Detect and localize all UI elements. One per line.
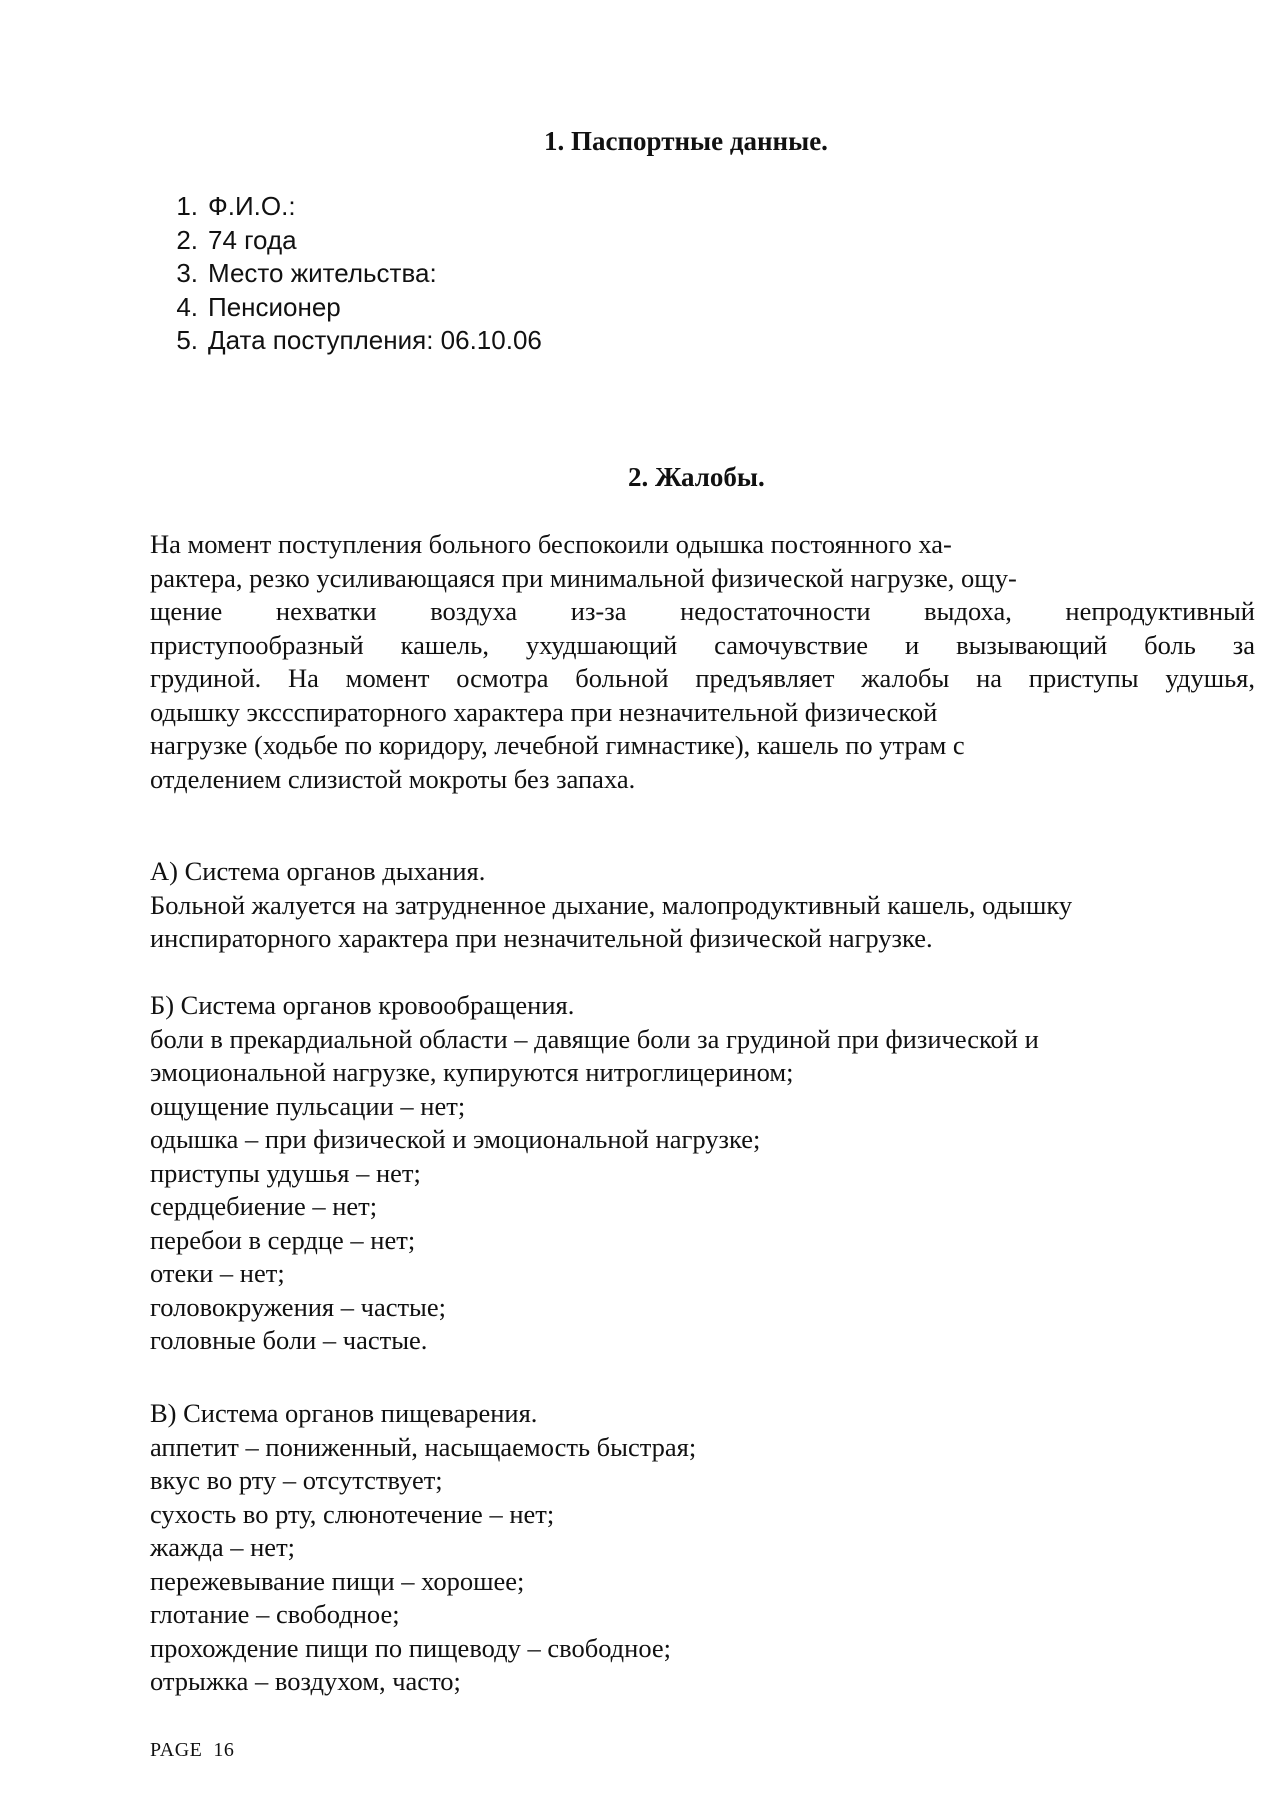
list-item-text: Ф.И.О.:	[208, 191, 296, 221]
page-number: 16	[213, 1739, 235, 1761]
list-item	[150, 257, 542, 291]
subsection-title: Б) Система органов кровообращения.	[150, 990, 575, 1020]
section-1-title: 1. Паспортные данные.	[544, 126, 828, 156]
text-line: жажда – нет;	[150, 1532, 296, 1562]
text-line: боли в прекардиальной области – давящие боли за грудиной при физической и	[150, 1023, 1039, 1054]
list-item-number: 2.	[176, 224, 198, 255]
text-line: сухость во рту, слюнотечение – нет;	[150, 1498, 555, 1529]
list-item-text: Пенсионер	[208, 291, 341, 322]
list-item	[150, 324, 542, 358]
text-line: эмоциональной нагрузке, купируются нитроглицерином;	[150, 1057, 794, 1087]
list-item-number: 5.	[176, 325, 198, 355]
text-line: Больной жалуется на затрудненное дыхание, малопродуктивный кашель, одышку	[150, 889, 1073, 920]
list-item-number: 3.	[176, 258, 198, 288]
circulatory-system-block	[150, 989, 1039, 1358]
list-item	[150, 224, 542, 258]
paragraph-line: одышку экссспираторного характера при незначительной физической	[150, 696, 938, 727]
section-2-title: 2. Жалобы.	[628, 462, 765, 492]
list-item-number: 1.	[176, 191, 198, 221]
text-line: пережевывание пищи – хорошее;	[150, 1565, 525, 1596]
text-line: одышка – при физической и эмоциональной нагрузке;	[150, 1124, 761, 1154]
list-item-text: 74 года	[208, 224, 297, 255]
text-line: глотание – свободное;	[150, 1599, 400, 1629]
passport-data-list	[150, 190, 542, 358]
text-line: приступы удушья – нет;	[150, 1157, 421, 1188]
text-line: ощущение пульсации – нет;	[150, 1090, 466, 1121]
paragraph-line: приступообразный кашель, ухудшающий самочувствие и вызывающий боль за	[150, 629, 1255, 660]
subsection-title: В) Система органов пищеварения.	[150, 1398, 538, 1428]
list-item-number: 4.	[176, 291, 198, 322]
paragraph-line: отделением слизистой мокроты без запаха.	[150, 763, 636, 794]
text-line: прохождение пищи по пищеводу – свободное;	[150, 1632, 672, 1663]
page-footer	[150, 1738, 234, 1762]
page-label: PAGE	[150, 1739, 203, 1761]
text-line: аппетит – пониженный, насыщаемость быстрая;	[150, 1431, 697, 1462]
text-line: головокружения – частые;	[150, 1291, 446, 1322]
list-item-text: Место жительства:	[208, 258, 437, 288]
text-line: сердцебиение – нет;	[150, 1191, 378, 1221]
text-line: перебои в сердце – нет;	[150, 1224, 416, 1255]
text-line: головные боли – частые.	[150, 1325, 428, 1355]
paragraph-line: На момент поступления больного беспокоили одышка постоянного ха-	[150, 529, 952, 559]
subsection-title: А) Система органов дыхания.	[150, 856, 486, 886]
list-item	[150, 291, 542, 325]
list-item	[150, 190, 542, 224]
paragraph-line: рактера, резко усиливающаяся при минимальной физической нагрузке, ощу-	[150, 562, 1017, 593]
text-line: инспираторного характера при незначительной физической нагрузке.	[150, 923, 933, 953]
text-line: отрыжка – воздухом, часто;	[150, 1666, 461, 1696]
paragraph-line: щение нехватки воздуха из-за недостаточности выдоха, непродуктивный	[150, 596, 1255, 626]
respiratory-system-block	[150, 855, 1072, 956]
complaints-paragraph	[150, 528, 1255, 796]
paragraph-line: грудиной. На момент осмотра больной предъявляет жалобы на приступы удушья,	[150, 663, 1255, 693]
paragraph-line: нагрузке (ходьбе по коридору, лечебной гимнастике), кашель по утрам с	[150, 730, 965, 760]
text-line: отеки – нет;	[150, 1258, 285, 1288]
text-line: вкус во рту – отсутствует;	[150, 1465, 443, 1495]
list-item-text: Дата поступления: 06.10.06	[208, 325, 542, 355]
digestive-system-block	[150, 1397, 696, 1699]
